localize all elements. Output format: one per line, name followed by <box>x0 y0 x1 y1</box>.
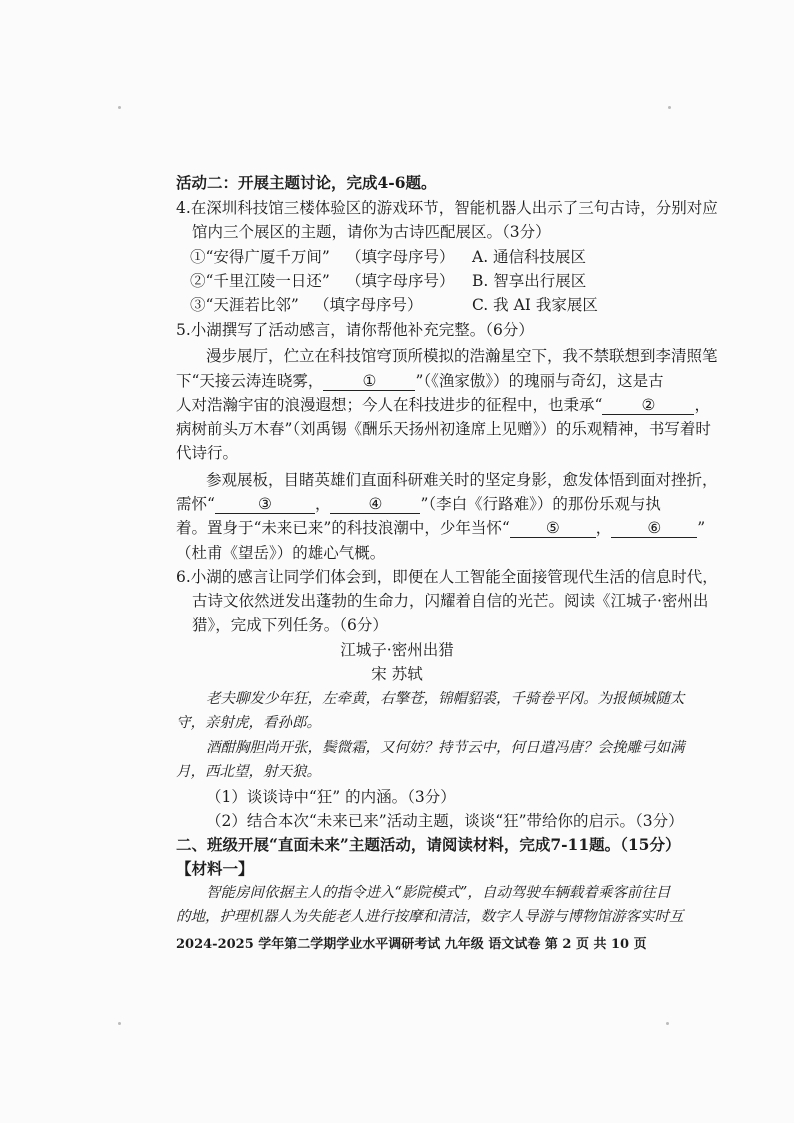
poem-text: 老夫聊发少年狂，左牵黄，右擎苍，锦帽貂裘，千骑卷平冈。为报倾城随太 <box>206 691 685 707</box>
answer-blank-4[interactable]: ④ <box>330 495 420 514</box>
q5-text: ， <box>694 396 710 414</box>
q5-text: 下“天接云涛连晓雾， <box>176 372 324 390</box>
page-footer: 2024-2025 学年第二学期学业水平调研考试 九年级 语文试卷 第 2 页 共 10 页 <box>176 937 647 952</box>
q4-fill: （填字母序号） <box>346 248 455 266</box>
poem-text: 酒酣胸胆尚开张，鬓微霜，又何妨？持节云中，何日遣冯唐？会挽雕弓如满 <box>206 740 685 756</box>
material-text: 智能房间依据主人的指令进入“影院模式”，自动驾驶车辆载着乘客前往目 <box>206 885 671 901</box>
q5-text: 人对浩瀚宇宙的浪漫遐想；今人在科技进步的征程中，也秉承“ <box>176 396 603 414</box>
q4-line: 4.在深圳科技馆三楼体验区的游戏环节，智能机器人出示了三句古诗，分别对应 <box>176 199 718 217</box>
q4-fill: （填字母序号） <box>314 296 423 314</box>
q5-text-line <box>176 494 661 514</box>
q5-text: 代诗行。 <box>176 444 239 462</box>
poem-author: 宋 苏轼 <box>371 665 423 683</box>
poem-text: 月，西北望，射天狼。 <box>176 764 321 780</box>
answer-blank-6[interactable]: ⑥ <box>611 519 697 538</box>
activity-title: 活动二：开展主题讨论，完成4-6题。 <box>176 173 437 192</box>
poem-title: 江城子·密州出猎 <box>340 641 454 659</box>
q4-option: A. 通信科技展区 <box>472 248 587 266</box>
poem-text: 守，亲射虎，看孙郎。 <box>176 715 321 731</box>
q6-line: 古诗文依然迸发出蓬勃的生命力，闪耀着自信的光芒。阅读《江城子·密州出 <box>192 592 709 610</box>
scan-speck <box>666 1022 669 1025</box>
q6-line: 猎》，完成下列任务。（6分） <box>192 616 388 634</box>
q5-line: 5.小湖撰写了活动感言，请你帮他补充完整。（6分） <box>176 321 534 339</box>
q4-option: C. 我 AI 我家展区 <box>472 296 598 314</box>
q5-text: （杜甫《望岳》）的雄心气概。 <box>176 544 386 562</box>
q4-poem: ①“安得广厦千万间” <box>190 248 330 266</box>
q5-text: ， <box>595 519 612 537</box>
scan-speck <box>118 1022 121 1025</box>
q5-text-line <box>176 518 705 538</box>
q5-text: 病树前头万木春”（刘禹锡《酬乐天扬州初逢席上见赠》）的乐观精神，书写着时 <box>176 420 711 438</box>
q4-option: B. 智享出行展区 <box>472 272 587 290</box>
answer-blank-1[interactable]: ① <box>323 372 415 391</box>
material-text: 的地，护理机器人为失能老人进行按摩和清洁，数字人导游与博物馆游客实时互 <box>176 909 684 925</box>
answer-blank-5[interactable]: ⑤ <box>510 519 596 538</box>
q5-text: 着。置身于“未来已来”的科技浪潮中，少年当怀“ <box>176 519 510 537</box>
q4-line: 馆内三个展区的主题，请你为古诗匹配展区。（3分） <box>192 223 551 241</box>
q5-text: ”（李白《行路难》）的那份乐观与执 <box>420 495 661 513</box>
q5-text: 需怀“ <box>176 495 215 513</box>
q4-poem: ③“天涯若比邻” <box>190 296 299 314</box>
q6-line: 6.小湖的感言让同学们体会到，即便在人工智能全面接管现代生活的信息时代， <box>176 568 718 586</box>
q5-text-line <box>176 395 710 415</box>
answer-blank-3[interactable]: ③ <box>215 495 315 514</box>
q5-text: 参观展板，目睹英雄们直面科研难关时的坚定身影，愈发体悟到面对挫折， <box>206 471 718 489</box>
q5-text-line <box>176 371 664 391</box>
q4-fill: （填字母序号） <box>346 272 455 290</box>
q5-text: ”（《渔家傲》）的瑰丽与奇幻，这是古 <box>415 372 664 390</box>
scan-speck <box>118 106 121 109</box>
q5-text: ” <box>697 519 706 537</box>
q6-task-1: （1）谈谈诗中“狂” 的内涵。（3分） <box>206 788 456 806</box>
material-label: 【材料一】 <box>176 859 254 878</box>
answer-blank-2[interactable]: ② <box>602 396 694 415</box>
scan-speck <box>668 106 671 109</box>
q5-text: 漫步展厅，伫立在科技馆穹顶所模拟的浩瀚星空下，我不禁联想到李清照笔 <box>206 347 718 365</box>
q4-poem: ②“千里江陵一日还” <box>190 272 330 290</box>
section-title: 二、班级开展“直面未来”主题活动，请阅读材料，完成7-11题。（15分） <box>176 835 681 854</box>
q5-text: ， <box>314 495 331 513</box>
q6-task-2: （2）结合本次“未来已来”活动主题，谈谈“狂”带给你的启示。（3分） <box>206 812 684 830</box>
